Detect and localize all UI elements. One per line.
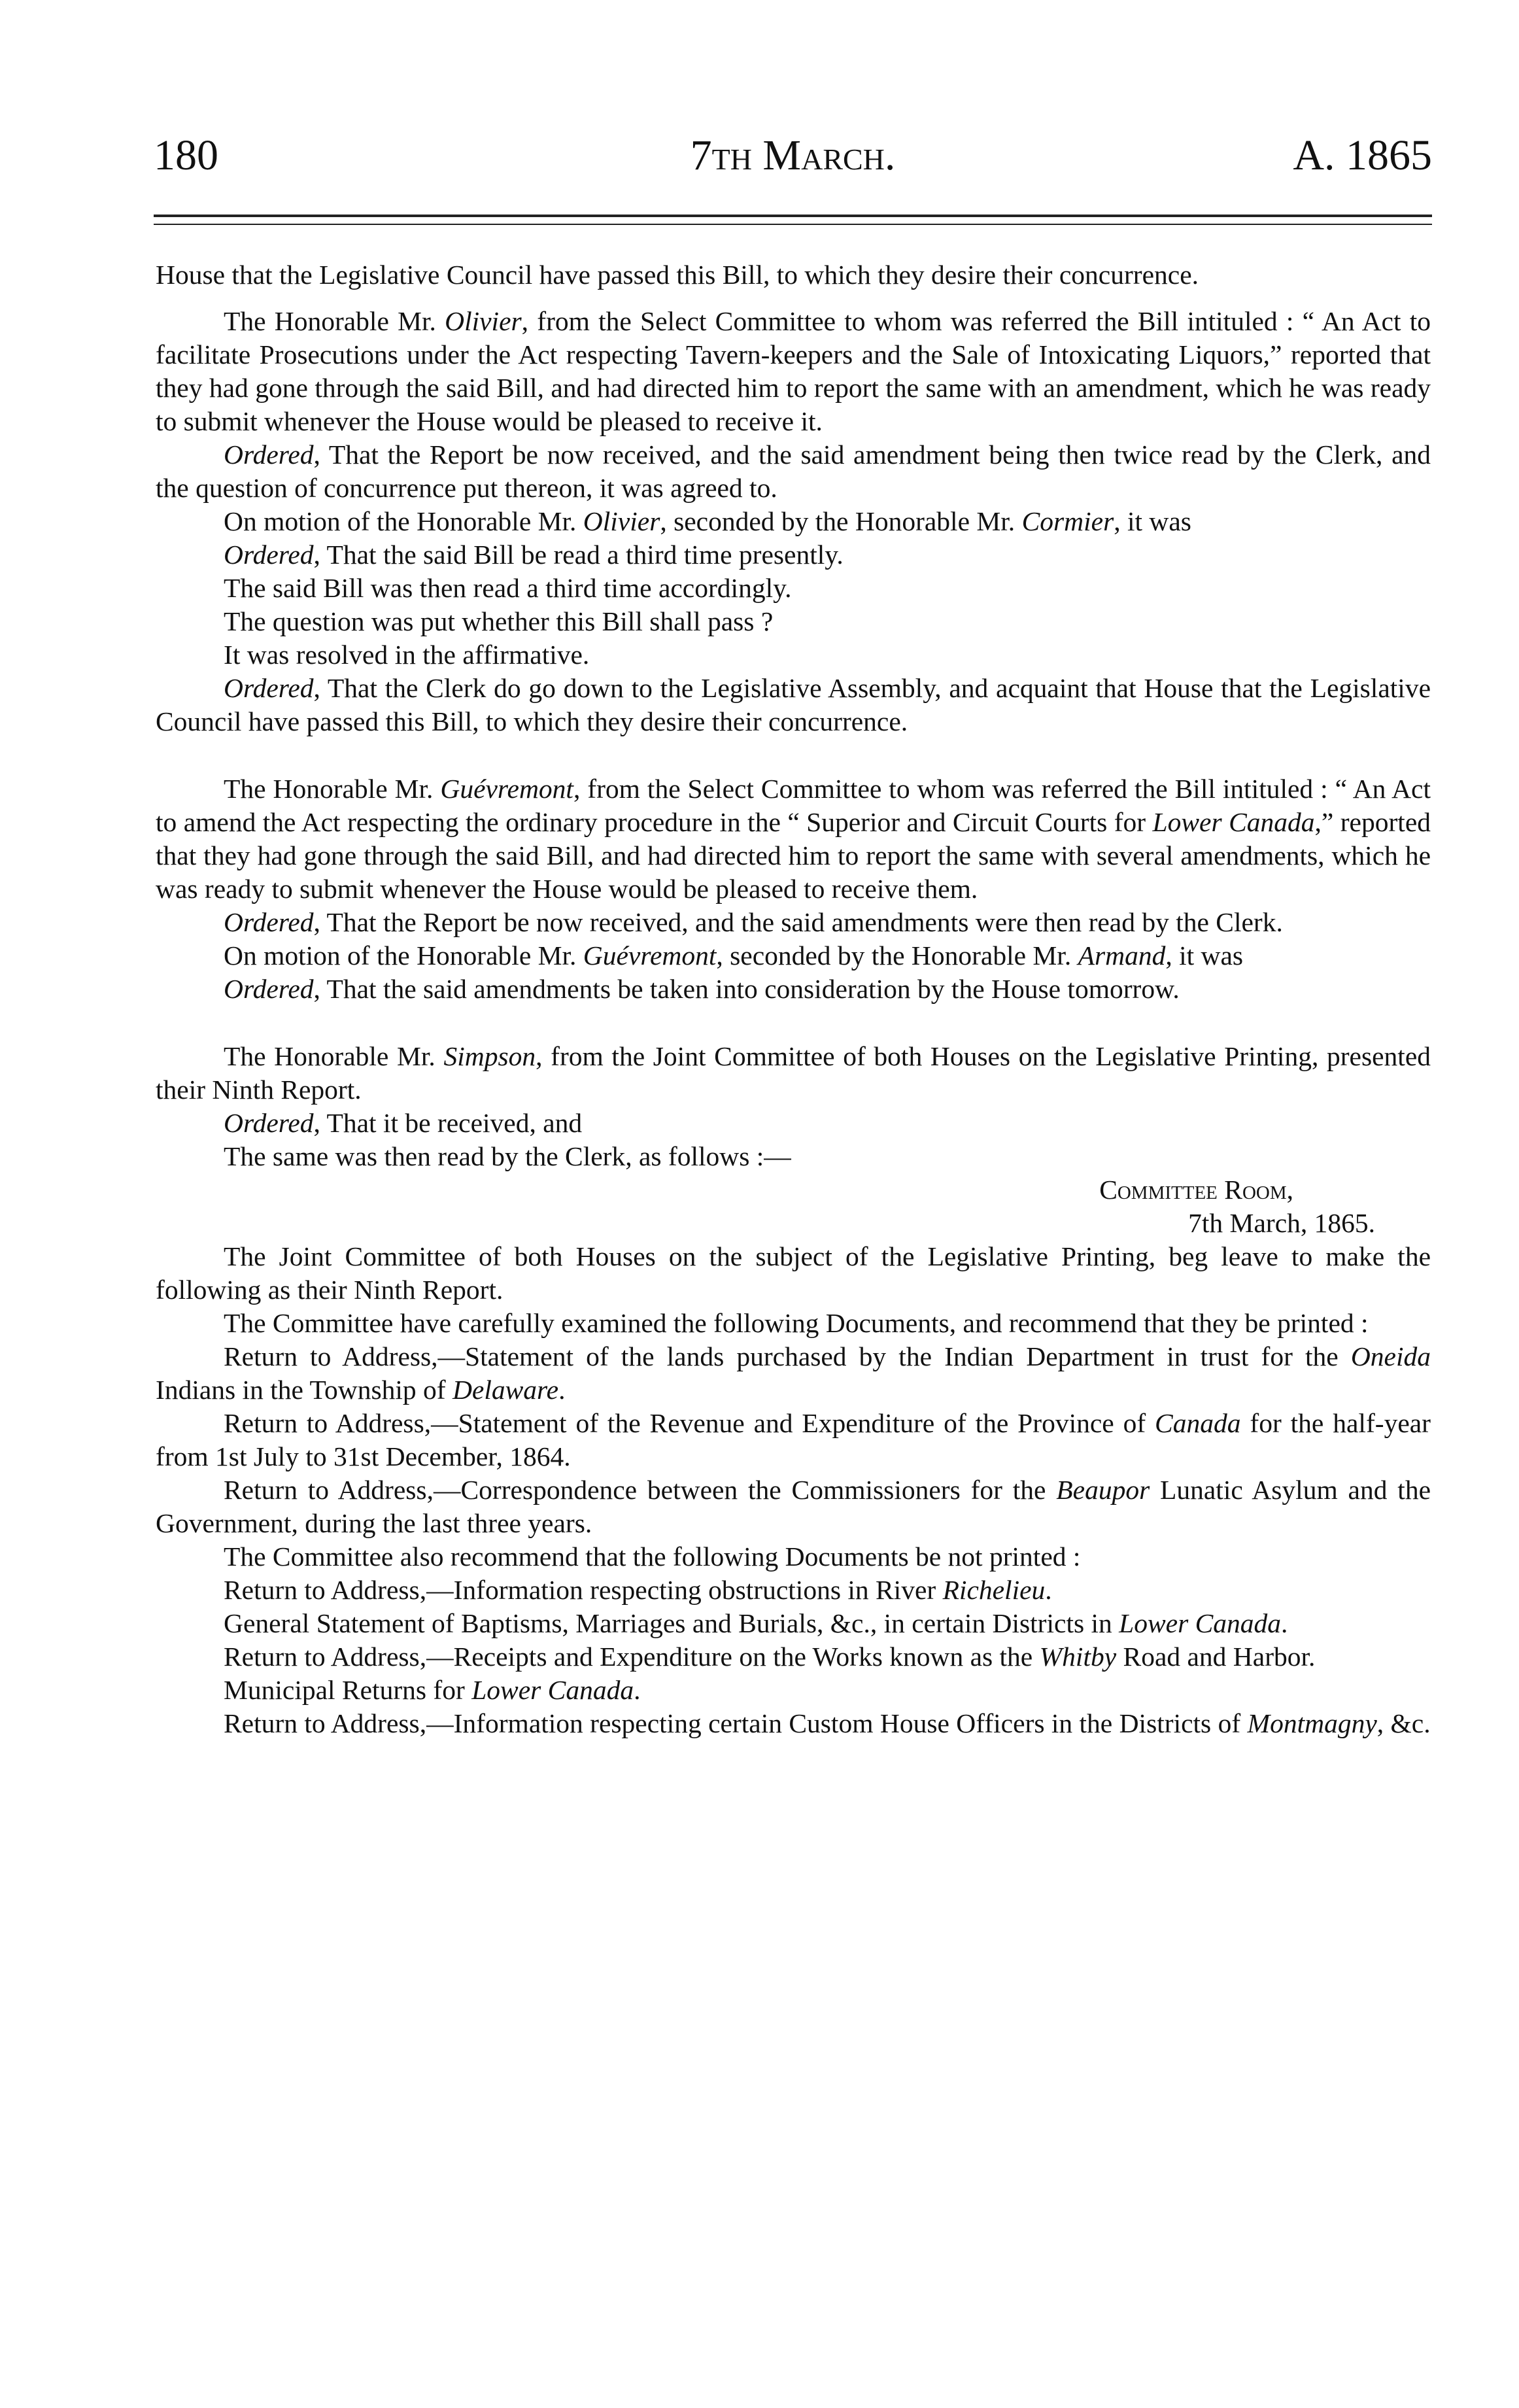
paragraph: On motion of the Honorable Mr. Guévremont, seconded by the Honorable Mr. Armand, it was xyxy=(224,940,1244,971)
page-number: 180 xyxy=(154,131,218,179)
paragraph: Ordered, That the said Bill be read a third time presently. xyxy=(224,540,844,570)
report-item: Return to Address,—Correspondence between the Commissioners for the Beaupor Lunatic Asylum and the Government, during the last three years. xyxy=(156,1475,1431,1538)
member-name: Guévremont xyxy=(583,940,717,971)
session-year: A. 1865 xyxy=(1293,131,1432,179)
paragraph: The Honorable Mr. Olivier, from the Select Committee to whom was referred the Bill intituled : “ An Act to facilitate Prosecutions under the Act respecting Tavern-keepers and the Sale of Intoxicating Liquors,” reported that they had gone through the said Bill, and had directed him to report the same with an amendment, which he was ready to submit whenever the House would be pleased to receive it. xyxy=(156,306,1431,436)
report-item: Return to Address,—Statement of the Revenue and Expenditure of the Province of Canada for the half-year from 1st July to 31st December, 1864. xyxy=(156,1408,1431,1471)
paragraph: Ordered, That the Report be now received, and the said amendments were then read by the Clerk. xyxy=(224,907,1283,937)
paragraph: The Honorable Mr. Simpson, from the Joint Committee of both Houses on the Legislative Printing, presented their Ninth Report. xyxy=(156,1041,1431,1105)
report-paragraph: The Committee have carefully examined the following Documents, and recommend that they be printed : xyxy=(224,1308,1369,1338)
report-item: Return to Address,—Information respecting obstructions in River Richelieu. xyxy=(224,1575,1052,1605)
page-body xyxy=(156,258,1431,1740)
member-name: Armand xyxy=(1078,940,1166,971)
paragraph: The same was then read by the Clerk, as follows :— xyxy=(224,1141,791,1171)
report-date: 7th March, 1865. xyxy=(1188,1208,1375,1238)
paragraph: House that the Legislative Council have passed this Bill, to which they desire their concurrence. xyxy=(156,260,1199,290)
page-date-title: 7th March. xyxy=(690,131,896,179)
report-item: Return to Address,—Information respecting certain Custom House Officers in the Districts of Montmagny, &c. xyxy=(224,1708,1431,1738)
paragraph: Ordered, That it be received, and xyxy=(224,1108,583,1138)
report-paragraph: The Committee also recommend that the following Documents be not printed : xyxy=(224,1541,1081,1572)
header-rule-thin xyxy=(154,224,1432,225)
paragraph: On motion of the Honorable Mr. Olivier, seconded by the Honorable Mr. Cormier, it was xyxy=(224,506,1191,536)
member-name: Cormier xyxy=(1021,506,1114,536)
member-name: Simpson xyxy=(443,1041,536,1071)
paragraph: The said Bill was then read a third time accordingly. xyxy=(224,573,792,603)
paragraph: The question was put whether this Bill shall pass ? xyxy=(224,606,774,636)
paragraph: Ordered, That the Report be now received, and the said amendment being then twice read by the Clerk, and the question of concurrence put thereon, it was agreed to. xyxy=(156,439,1431,503)
paragraph: Ordered, That the said amendments be taken into consideration by the House tomorrow. xyxy=(224,974,1180,1004)
report-location: Committee Room, xyxy=(1099,1175,1293,1205)
member-name: Olivier xyxy=(583,506,660,536)
member-name: Guévremont xyxy=(440,774,573,804)
header-rule-thick xyxy=(154,215,1432,217)
report-item: Municipal Returns for Lower Canada. xyxy=(224,1675,641,1705)
member-name: Olivier xyxy=(445,306,522,336)
paragraph: It was resolved in the affirmative. xyxy=(224,640,590,670)
report-item: General Statement of Baptisms, Marriages and Burials, &c., in certain Districts in Lower Canada. xyxy=(224,1608,1288,1638)
paragraph: Ordered, That the Clerk do go down to the Legislative Assembly, and acquaint that House that the Legislative Council have passed this Bill, to which they desire their concurrence. xyxy=(156,673,1431,736)
report-paragraph: The Joint Committee of both Houses on the subject of the Legislative Printing, beg leave to make the following as their Ninth Report. xyxy=(156,1241,1431,1305)
page-header xyxy=(154,131,1432,190)
report-item: Return to Address,—Receipts and Expenditure on the Works known as the Whitby Road and Harbor. xyxy=(224,1642,1316,1672)
paragraph: The Honorable Mr. Guévremont, from the Select Committee to whom was referred the Bill intituled : “ An Act to amend the Act respecting the ordinary procedure in the “ Superior and Circuit Courts for Lower Canada,” reported that they had gone through the said Bill, and had directed him to report the same with several amendments, which he was ready to submit whenever the House would be pleased to receive them. xyxy=(156,774,1431,904)
report-item: Return to Address,—Statement of the lands purchased by the Indian Department in trust for the Oneida Indians in the Township of Delaware. xyxy=(156,1341,1431,1405)
place-name: Lower Canada xyxy=(1152,807,1315,837)
